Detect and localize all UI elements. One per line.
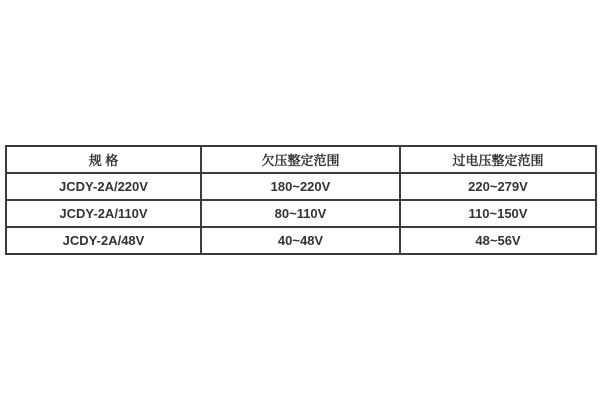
cell-undervoltage-range: 80~110V — [201, 200, 400, 227]
voltage-spec-table — [5, 145, 597, 255]
cell-spec: JCDY-2A/110V — [6, 200, 201, 227]
table-row — [6, 173, 596, 200]
cell-spec: JCDY-2A/220V — [6, 173, 201, 200]
cell-spec: JCDY-2A/48V — [6, 227, 201, 254]
table-row — [6, 200, 596, 227]
cell-undervoltage-range: 180~220V — [201, 173, 400, 200]
header-spec: 规 格 — [6, 146, 201, 173]
table-row — [6, 227, 596, 254]
cell-overvoltage-range: 110~150V — [400, 200, 596, 227]
cell-undervoltage-range: 40~48V — [201, 227, 400, 254]
header-overvoltage-range: 过电压整定范围 — [400, 146, 596, 173]
cell-overvoltage-range: 48~56V — [400, 227, 596, 254]
cell-overvoltage-range: 220~279V — [400, 173, 596, 200]
table-header-row — [6, 146, 596, 173]
header-undervoltage-range: 欠压整定范围 — [201, 146, 400, 173]
